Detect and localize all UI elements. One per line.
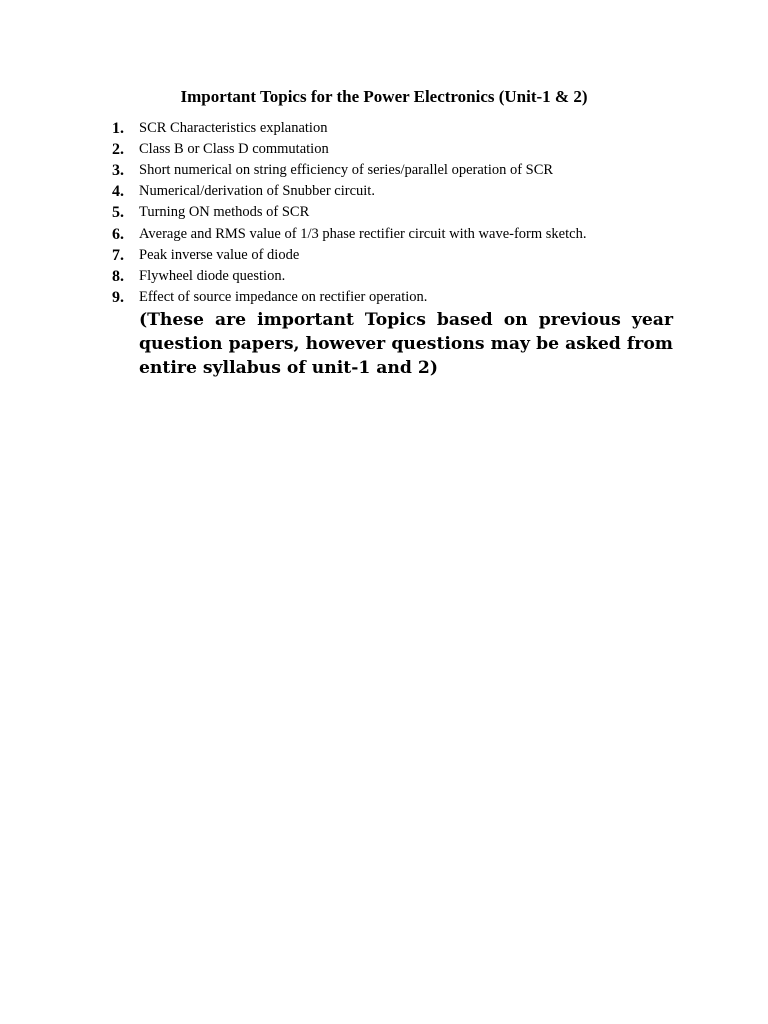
list-item — [112, 266, 692, 287]
list-item-text: SCR Characteristics explanation — [139, 120, 328, 137]
list-item-text: Average and RMS value of 1/3 phase rectifier circuit with wave-form sketch. — [139, 225, 587, 242]
list-item-text: Short numerical on string efficiency of series/parallel operation of SCR — [139, 162, 554, 179]
syllabus-note: (These are important Topics based on previous year question papers, however questions may be asked from entire syllabus of unit-1 and 2) — [139, 310, 673, 378]
list-item-number: 9. — [112, 288, 124, 306]
list-item-text: Peak inverse value of diode — [139, 246, 300, 263]
list-item — [112, 118, 692, 139]
list-item-number: 2. — [112, 141, 124, 159]
list-item — [112, 181, 692, 202]
list-item — [112, 202, 692, 223]
list-item-number: 3. — [112, 162, 124, 180]
list-item-text: Turning ON methods of SCR — [139, 204, 310, 221]
list-item-text: Class B or Class D commutation — [139, 141, 329, 158]
list-item — [112, 245, 692, 266]
list-item-number: 6. — [112, 225, 124, 243]
list-item-number: 4. — [112, 183, 124, 201]
topic-list — [112, 118, 692, 308]
list-item-number: 5. — [112, 204, 124, 222]
list-item — [112, 139, 692, 160]
list-item-number: 1. — [112, 120, 124, 138]
list-item — [112, 223, 692, 244]
list-item — [112, 287, 692, 308]
list-item-text: Numerical/derivation of Snubber circuit. — [139, 183, 375, 200]
list-item-number: 7. — [112, 246, 124, 264]
list-item — [112, 160, 692, 181]
list-item-number: 8. — [112, 267, 124, 285]
list-item-text: Flywheel diode question. — [139, 267, 286, 284]
page-title: Important Topics for the Power Electronics (Unit-1 & 2) — [180, 87, 588, 106]
list-item-text: Effect of source impedance on rectifier operation. — [139, 288, 428, 305]
